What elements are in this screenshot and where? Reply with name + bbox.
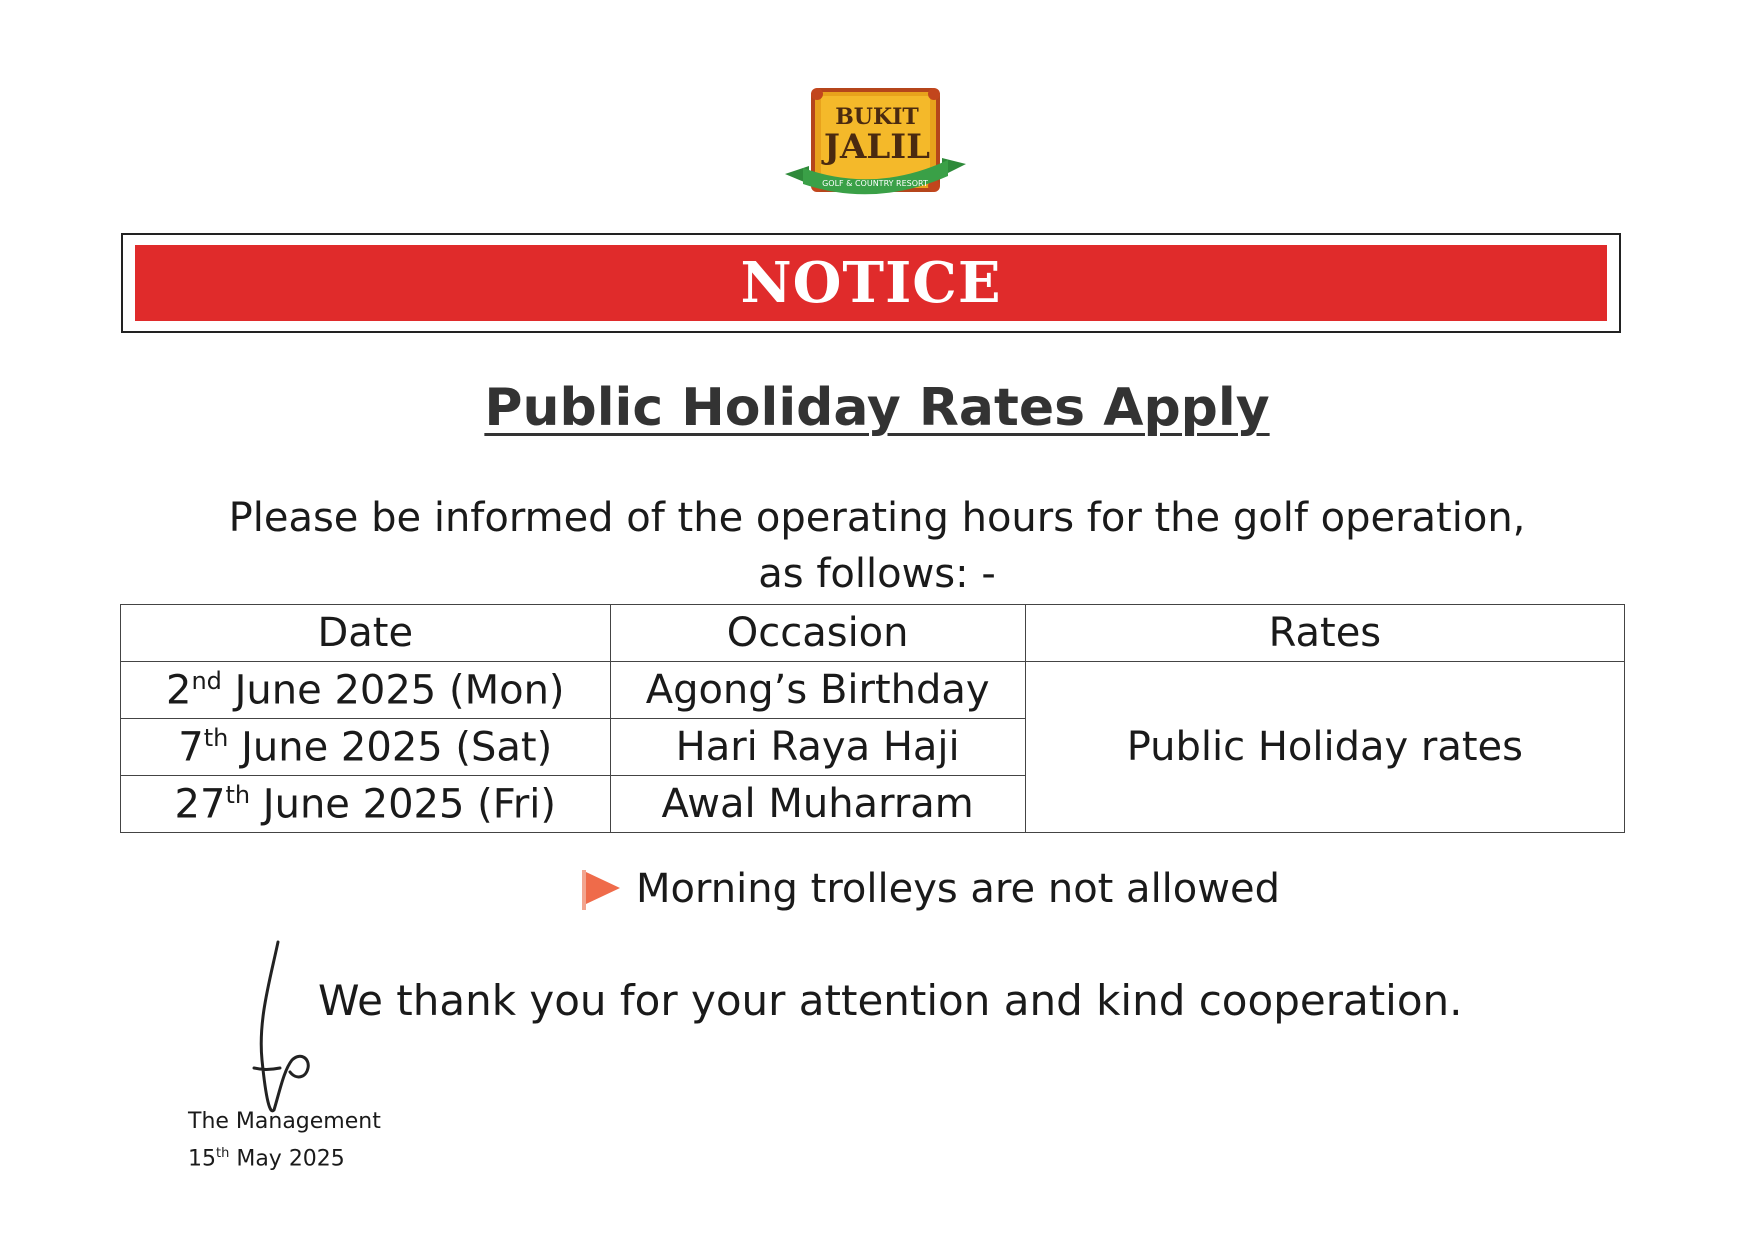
svg-text:JALIL: JALIL: [823, 127, 931, 167]
notice-bar: [135, 245, 1607, 321]
occasion-cell: Hari Raya Haji: [610, 719, 1025, 776]
holiday-table: [120, 604, 1625, 833]
intro-text: [0, 490, 1754, 602]
signoff-date: 15th May 2025: [188, 1146, 345, 1172]
intro-line-2: as follows: -: [758, 551, 996, 597]
trolley-note: [578, 866, 1280, 912]
intro-line-1: Please be informed of the operating hours for the golf operation,: [228, 495, 1526, 541]
occasion-cell: Awal Muharram: [610, 776, 1025, 833]
date-cell: 7th June 2025 (Sat): [121, 719, 611, 776]
date-cell: 2nd June 2025 (Mon): [121, 662, 611, 719]
resort-logo: [783, 86, 968, 211]
rates-cell: Public Holiday rates: [1025, 662, 1624, 833]
table-row: [121, 662, 1625, 719]
occasion-cell: Agong’s Birthday: [610, 662, 1025, 719]
header-rates: Rates: [1025, 605, 1624, 662]
table-header-row: [121, 605, 1625, 662]
signature: [240, 940, 330, 1120]
signed-by: The Management: [188, 1109, 381, 1134]
header-occasion: Occasion: [610, 605, 1025, 662]
trolley-note-text: Morning trolleys are not allowed: [636, 866, 1280, 912]
svg-text:BUKIT: BUKIT: [835, 104, 919, 130]
date-cell: 27th June 2025 (Fri): [121, 776, 611, 833]
notice-label: NOTICE: [740, 250, 1002, 316]
thanks-text: We thank you for your attention and kind cooperation.: [318, 976, 1463, 1025]
notice-frame: [121, 233, 1621, 333]
flag-icon: [578, 866, 624, 912]
page-title: Public Holiday Rates Apply: [484, 378, 1270, 438]
management-signoff: [188, 1106, 381, 1175]
header-date: Date: [121, 605, 611, 662]
svg-text:GOLF & COUNTRY RESORT: GOLF & COUNTRY RESORT: [822, 179, 928, 188]
